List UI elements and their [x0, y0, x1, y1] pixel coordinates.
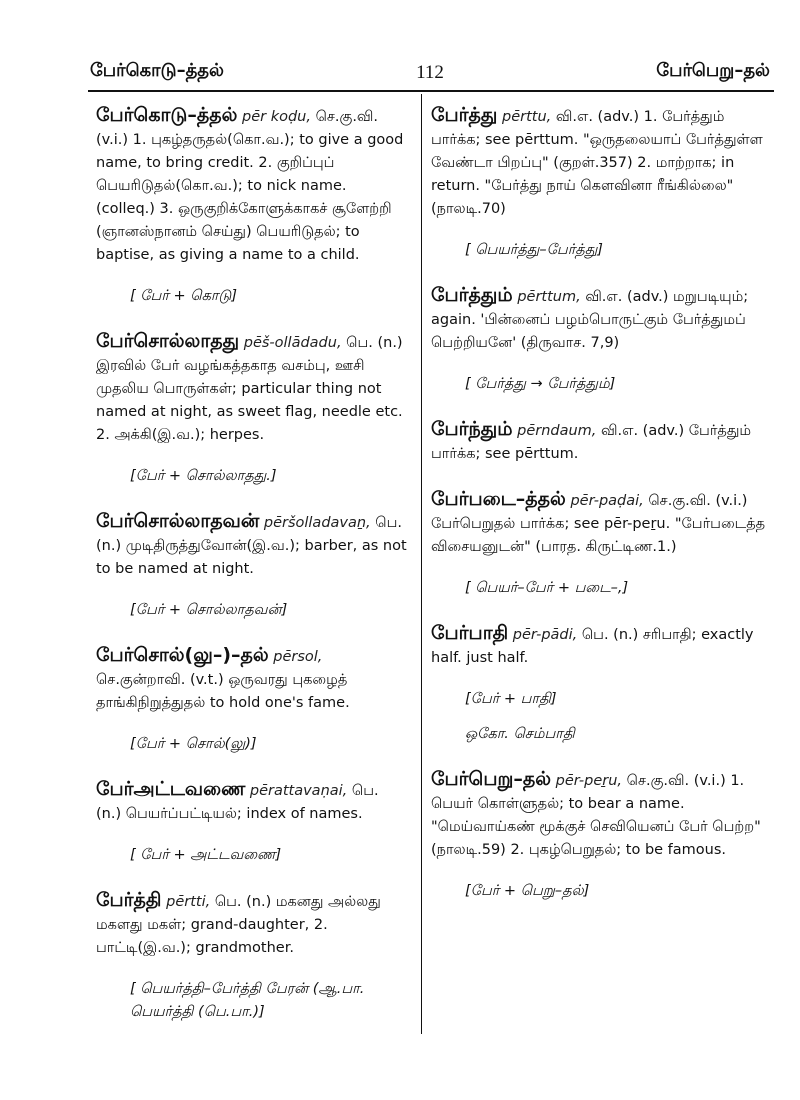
entry-headword: பேர்கொடு–த்தல்	[96, 104, 238, 126]
entry-etymology: [ பேர் + அட்டவணை]	[130, 847, 282, 863]
header-last-word: பேர்பெறு–தல்	[656, 60, 770, 81]
entry-definition: வி.எ. (adv.) மறுபடியும்; again. 'பின்னைப் பழம்பொருட்கும் பேர்த்துமப் பெற்றியனே' (திருவாச. 7,9)	[431, 289, 749, 351]
entry-headword: பேர்ந்தும்	[431, 418, 513, 440]
entry-transliteration: pērttum,	[517, 289, 581, 305]
page-header	[90, 48, 770, 88]
dictionary-entry	[431, 622, 771, 746]
entry-headword: பேர்படை–த்தல்	[431, 488, 566, 510]
entry-headword: பேர்சொல்(லு–)–தல்	[96, 644, 269, 666]
entry-definition: செ.கு.வி. (v.i.) பேர்பெறுதல் பார்க்க; see pēr-peṟu. "பேர்படைத்த விசையனுடன்" (பாரத. கிருட்டிண.1.)	[431, 493, 766, 555]
right-column	[431, 104, 771, 925]
entry-headword: பேர்த்தி	[96, 889, 162, 911]
entry-etymology: [பேர் + சொல்லாதவன்]	[130, 602, 288, 618]
entry-etymology: [பேர் + சொல்(லு)]	[130, 736, 257, 752]
entry-transliteration: pēr-pādi,	[512, 627, 578, 643]
dictionary-entry	[431, 768, 771, 903]
entry-transliteration: pērsol,	[273, 649, 323, 665]
entry-transliteration: pērttu,	[502, 109, 552, 125]
entry-definition: வி.எ. (adv.) பேர்த்தும் பார்க்க; see pērttum.	[431, 423, 752, 462]
column-divider	[421, 94, 422, 1034]
entry-headword: பேர்த்து	[431, 104, 498, 126]
entry-headword: பேர்பாதி	[431, 622, 509, 644]
entry-headword: பேர்சொல்லாதது	[96, 330, 240, 352]
entry-etymology: [ பேர்த்து → பேர்த்தும்]	[465, 376, 616, 392]
header-rule	[88, 90, 774, 92]
entry-etymology: [ பெயர்த்தி–பேர்த்தி பேரன் (ஆ.பா. பெயர்த்தி (பெ.பா.)]	[130, 981, 365, 1020]
entry-transliteration: pēr-peṟu,	[555, 773, 623, 789]
dictionary-entry	[96, 330, 408, 488]
entry-transliteration: pēršolladavaṉ,	[263, 515, 371, 531]
entry-transliteration: pērtti,	[166, 894, 211, 910]
entry-transliteration: pēš-ollādadu,	[243, 335, 342, 351]
dictionary-entry	[431, 104, 771, 262]
dictionary-entry	[431, 284, 771, 396]
entry-headword: பேர்அட்டவணை	[96, 778, 246, 800]
entry-definition: பெ. (n.) பெயர்ப்பட்டியல்; index of names.	[96, 783, 379, 822]
entry-see-also: ஒகோ. செம்பாதி	[465, 726, 575, 742]
entry-etymology: [பேர் + பாதி]	[465, 691, 557, 707]
entry-definition: செ.குன்றாவி. (v.t.) ஒருவரது புகழைத் தாங்கிநிறுத்துதல் to hold one's fame.	[96, 672, 350, 711]
dictionary-entry	[96, 889, 408, 1024]
entry-transliteration: pērndaum,	[517, 423, 597, 439]
dictionary-entry	[96, 644, 408, 756]
entry-etymology: [ பெயர்த்து–பேர்த்து]	[465, 242, 603, 258]
entry-etymology: [பேர் + பெறு–தல்]	[465, 883, 590, 899]
entry-transliteration: pēr-paḍai,	[570, 493, 644, 509]
dictionary-entry	[431, 488, 771, 600]
dictionary-entry	[96, 104, 408, 308]
entry-definition: பெ. (n.) சரிபாதி; exactly half. just half.	[431, 627, 754, 666]
entry-transliteration: pēr koḍu,	[242, 109, 311, 125]
entry-definition: செ.கு.வி. (v.i.) 1. புகழ்தருதல்(கொ.வ.); to give a good name, to bring credit. 2. குறிப்புப் பெயரிடுதல்(கொ.வ.); to nick name. (colleq.) 3. ஒருகுறிக்கோளுக்காகச் சூளேற்றி (ஞானஸ்நானம் செய்து) பெயரிடுதல்; to baptise, as giving a name to a child.	[96, 109, 404, 263]
entry-transliteration: pērattavaṇai,	[249, 783, 348, 799]
page-number: 112	[416, 62, 444, 83]
entry-etymology: [பேர் + சொல்லாதது.]	[130, 468, 277, 484]
entry-headword: பேர்சொல்லாதவன்	[96, 510, 260, 532]
header-first-word: பேர்கொடு–த்தல்	[90, 60, 224, 81]
entry-definition: பெ. (n.) இரவில் பேர் வழங்கத்தகாத வசம்பு, ஊசி முதலிய பொருள்கள்; particular thing not named at night, as sweet flag, needle etc. 2. அக்கி(இ.வ.); herpes.	[96, 335, 403, 443]
entry-etymology: [ பெயர்–பேர் + படை–,]	[465, 580, 629, 596]
dictionary-entry	[96, 778, 408, 867]
left-column	[96, 104, 408, 1046]
entry-headword: பேர்பெறு–தல்	[431, 768, 552, 790]
entry-definition: பெ. (n.) முடிதிருத்துவோன்(இ.வ.); barber, as not to be named at night.	[96, 515, 407, 577]
entry-definition: செ.கு.வி. (v.i.) 1. பெயர் கொள்ளுதல்; to bear a name. "மெய்வாய்கண் மூக்குச் செவியெனப் பேர் பெற்ற" (நாலடி.59) 2. புகழ்பெறுதல்; to be famous.	[431, 773, 761, 858]
entry-definition: வி.எ. (adv.) 1. பேர்த்தும் பார்க்க; see pērttum. "ஒருதலையாப் பேர்த்துள்ள வேண்டா பிறப்பு" (குறள்.357) 2. மாற்றாக; in return. "பேர்த்து நாய் கௌவினா ரீங்கில்லை" (நாலடி.70)	[431, 109, 763, 217]
entry-etymology: [ பேர் + கொடு]	[130, 288, 238, 304]
dictionary-entry	[96, 510, 408, 622]
entry-definition: பெ. (n.) மகனது அல்லது மகளது மகள்; grand-daughter, 2. பாட்டி(இ.வ.); grandmother.	[96, 894, 381, 956]
entry-headword: பேர்த்தும்	[431, 284, 513, 306]
dictionary-entry	[431, 418, 771, 466]
